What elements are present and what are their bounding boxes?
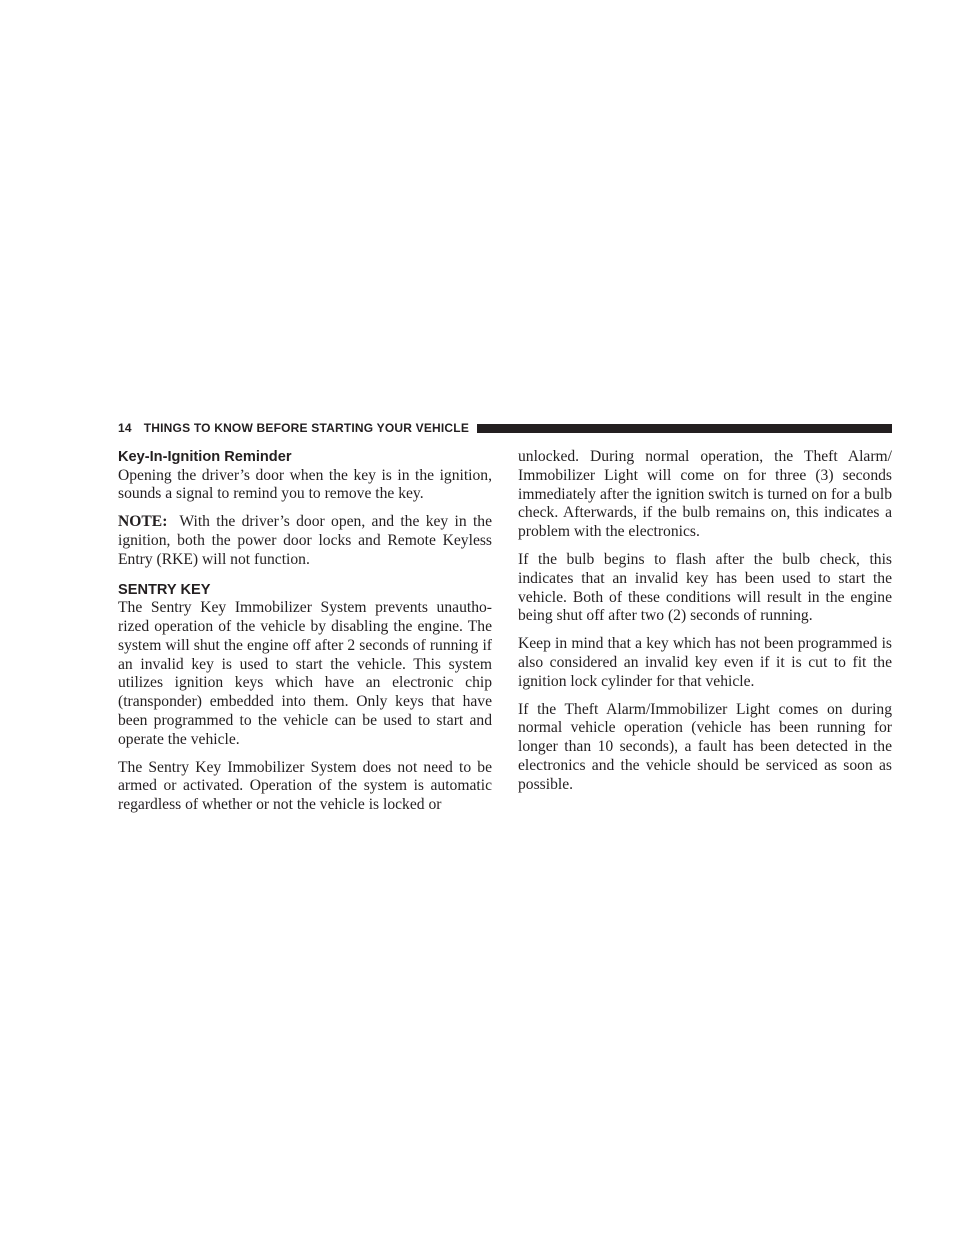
right-paragraph-1: unlocked. During normal operation, the Theft Alarm/ Immobilizer Light will come on for three (3) seconds immediately after the ignition switch is turned on for a bulb check. Afterwards, if the bulb remains on, this indicates a problem with the electronics. (518, 448, 892, 541)
sentry-key-heading: SENTRY KEY (118, 581, 211, 598)
reminder-paragraph: Opening the driver’s door when the key is in the ignition, sounds a signal to remind you to remove the key. (118, 466, 492, 503)
right-column (518, 448, 892, 804)
header-rule (477, 424, 892, 433)
right-paragraph-3: Keep in mind that a key which has not been programmed is also considered an invalid key even if it is cut to fit the ignition lock cylinder for that vehicle. (518, 635, 892, 690)
section-title: THINGS TO KNOW BEFORE STARTING YOUR VEHICLE (143, 421, 470, 435)
page-header (118, 418, 892, 438)
right-paragraph-4: If the Theft Alarm/Immobilizer Light comes on during normal vehicle operation (vehicle has been running for longer than 10 seconds), a fault has been detected in the electronics and the vehicle should be serviced as soon as possible. (518, 700, 892, 793)
right-paragraph-2: If the bulb begins to flash after the bulb check, this indicates that an invalid key has been used to start the vehicle. Both of these conditions will result in the engine being shut off after two (2) seconds of running. (518, 550, 892, 625)
reminder-heading: Key-In-Ignition Reminder (118, 449, 292, 465)
left-column (118, 448, 492, 824)
note-paragraph (118, 513, 492, 569)
sentry-paragraph-2: The Sentry Key Immobilizer System does not need to be armed or activated. Operation of the system is automatic regardless of whether or not the vehicle is locked or (118, 758, 492, 814)
page-number: 14 (118, 421, 132, 435)
note-text: With the driver’s door open, and the key in the ignition, both the power door locks and Remote Keyless Entry (RKE) will not function. (118, 513, 492, 568)
note-label: NOTE: (118, 513, 168, 531)
sentry-paragraph-1: The Sentry Key Immobilizer System prevents unautho-rized operation of the vehicle by disabling the engine. The system will shut the engine off after 2 seconds of running if an invalid key is used to start the vehicle. This system utilizes ignition keys which have an electronic chip (transponder) embedded into them. Only keys that have been programmed to the vehicle can be used to start and operate the vehicle. (118, 599, 492, 748)
